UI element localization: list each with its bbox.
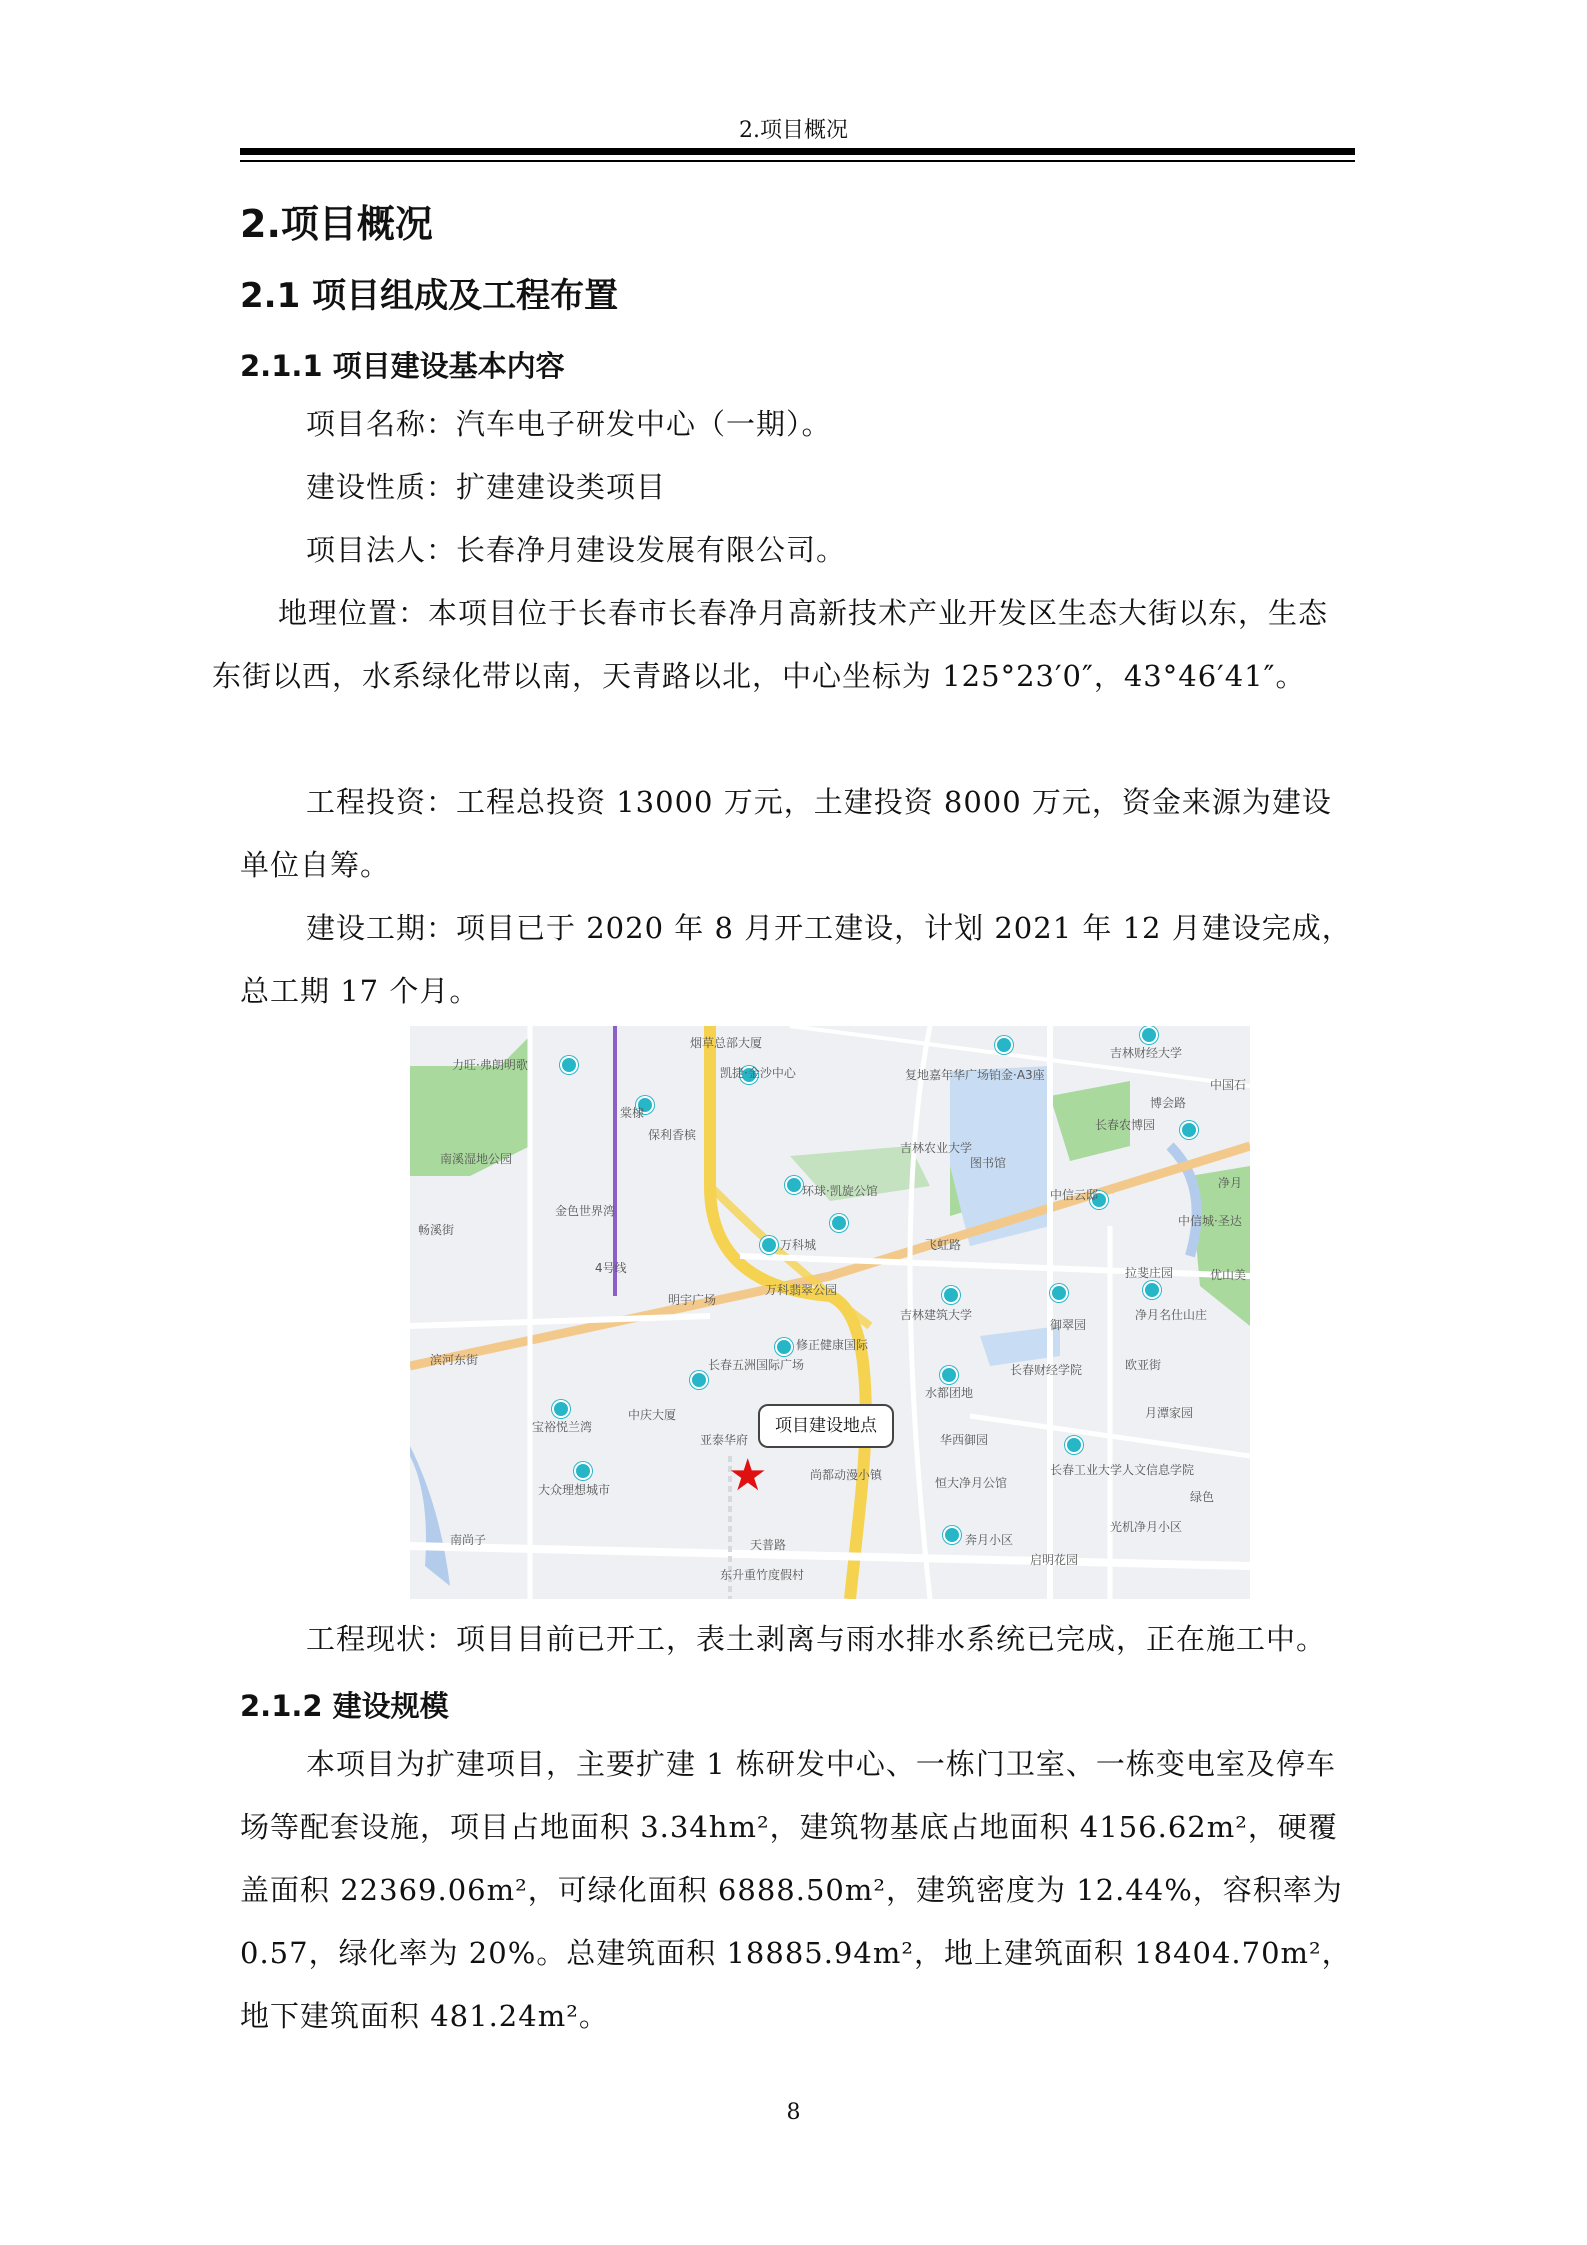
project-name: 项目名称：汽车电子研发中心（一期）。	[306, 407, 832, 441]
map-label: 恒大净月公馆	[935, 1476, 1008, 1490]
map-label: 大众理想城市	[538, 1483, 611, 1497]
subsection-title-basic: 2.1.1 项目建设基本内容	[240, 349, 565, 383]
map-label: 棠棣	[620, 1106, 645, 1120]
map-label: 环球·凯旋公馆	[802, 1184, 878, 1198]
map-label: 畅溪街	[418, 1223, 455, 1237]
section-title: 2.1 项目组成及工程布置	[240, 276, 619, 316]
map-label: 万科城	[780, 1238, 817, 1252]
map-poi	[943, 1526, 961, 1544]
map-label: 中庆大厦	[628, 1408, 677, 1422]
project-period: 建设工期：项目已于 2020 年 8 月开工建设，计划 2021 年 12 月建设完成，总工期 17 个月。	[240, 911, 1352, 1008]
map-graphic	[410, 1026, 1250, 1599]
running-header: 2.项目概况	[739, 118, 848, 143]
map-label: 宝裕悦兰湾	[532, 1420, 593, 1434]
map-label: 欧亚街	[1125, 1358, 1162, 1372]
header-rule-thin	[240, 160, 1355, 162]
map-poi	[1065, 1436, 1083, 1454]
map-label: 金色世界湾	[555, 1204, 616, 1218]
map-poi	[1140, 1026, 1158, 1044]
chapter-title: 2.项目概况	[240, 202, 433, 246]
location-map	[410, 1026, 1250, 1599]
map-label: 华西御园	[940, 1433, 989, 1447]
map-poi	[995, 1036, 1013, 1054]
map-label: 天普路	[750, 1538, 787, 1552]
map-label: 博会路	[1150, 1096, 1187, 1110]
map-poi	[690, 1371, 708, 1389]
map-poi	[940, 1366, 958, 1384]
map-label: 凯捷·金沙中心	[720, 1066, 796, 1080]
map-poi	[830, 1214, 848, 1232]
project-investment: 工程投资：工程总投资 13000 万元，土建投资 8000 万元，资金来源为建设单位自筹。	[240, 785, 1332, 882]
map-poi	[785, 1176, 803, 1194]
map-label: 滨河东街	[430, 1353, 479, 1367]
map-label: 尚都动漫小镇	[810, 1468, 883, 1482]
project-legal: 项目法人：长春净月建设发展有限公司。	[306, 533, 847, 567]
map-poi	[942, 1286, 960, 1304]
map-label: 东升重竹度假村	[720, 1568, 805, 1582]
project-status: 工程现状：项目目前已开工，表土剥离与雨水排水系统已完成，正在施工中。	[306, 1622, 1327, 1656]
map-poi	[574, 1462, 592, 1480]
map-label: 亚泰华府	[700, 1433, 749, 1447]
map-label: 光机净月小区	[1110, 1520, 1183, 1534]
map-label: 绿色	[1190, 1490, 1215, 1504]
map-label: 中信城·圣达	[1178, 1214, 1242, 1228]
map-label: 中国石	[1210, 1078, 1247, 1092]
map-label: 图书馆	[970, 1156, 1007, 1170]
project-location: 地理位置：本项目位于长春市长春净月高新技术产业开发区生态大街以东，生态东街以西，水系绿化带以南，天青路以北，中心坐标为 125°23′0″，43°46′41″。	[212, 596, 1329, 693]
project-nature: 建设性质：扩建建设类项目	[306, 470, 667, 504]
map-label: 优山美	[1210, 1268, 1247, 1282]
map-label: 水都团地	[925, 1386, 974, 1400]
map-poi	[760, 1236, 778, 1254]
map-label: 中信云邸	[1050, 1188, 1099, 1202]
map-poi	[552, 1400, 570, 1418]
map-poi	[1050, 1284, 1068, 1302]
map-label: 御翠园	[1050, 1318, 1087, 1332]
map-label: 保利香槟	[648, 1128, 697, 1142]
map-label: 月潭家园	[1145, 1406, 1194, 1420]
map-label: 4号线	[595, 1261, 627, 1275]
map-label: 净月名仕山庄	[1135, 1308, 1208, 1322]
map-label: 南尚子	[450, 1533, 487, 1547]
map-poi	[775, 1338, 793, 1356]
map-label: 万科翡翠公园	[765, 1283, 838, 1297]
map-poi	[560, 1056, 578, 1074]
project-site-callout: 项目建设地点	[758, 1404, 894, 1448]
header-rule-thick	[240, 148, 1355, 155]
map-label: 力旺·弗朗明歌	[452, 1058, 528, 1072]
map-label: 长春工业大学人文信息学院	[1050, 1463, 1195, 1477]
map-label: 飞虹路	[925, 1238, 962, 1252]
page-number: 8	[786, 2100, 801, 2125]
subsection-title-scale: 2.1.2 建设规模	[240, 1689, 449, 1723]
map-label: 明宇广场	[668, 1293, 717, 1307]
map-label: 拉斐庄园	[1125, 1266, 1174, 1280]
map-label: 吉林建筑大学	[900, 1308, 973, 1322]
map-label: 净月	[1218, 1176, 1243, 1190]
map-label: 烟草总部大厦	[690, 1036, 763, 1050]
map-poi	[1180, 1121, 1198, 1139]
map-label: 长春财经学院	[1010, 1363, 1083, 1377]
map-label: 南溪湿地公园	[440, 1152, 513, 1166]
map-label: 吉林财经大学	[1110, 1046, 1183, 1060]
project-scale: 本项目为扩建项目，主要扩建 1 栋研发中心、一栋门卫室、一栋变电室及停车场等配套设施，项目占地面积 3.34hm²，建筑物基底占地面积 4156.62m²，硬覆盖面积 22369.06m²，可绿化面积 6888.50m²，建筑密度为 12.44%，容积率为 0.57，绿化率为 20%。总建筑面积 18885.94m²，地上建筑面积 18404.70m²，地下建筑面积 481.24m²。	[240, 1747, 1352, 2033]
map-poi	[1143, 1281, 1161, 1299]
map-label: 修正健康国际	[796, 1338, 869, 1352]
map-label: 长春农博园	[1095, 1118, 1156, 1132]
project-site-star-icon: ★	[728, 1450, 768, 1501]
map-label: 启明花园	[1030, 1553, 1079, 1567]
map-label: 复地嘉年华广场铂金·A3座	[905, 1068, 1045, 1082]
map-label: 奔月小区	[965, 1533, 1014, 1547]
map-label: 长春五洲国际广场	[708, 1358, 805, 1372]
map-label: 吉林农业大学	[900, 1141, 973, 1155]
